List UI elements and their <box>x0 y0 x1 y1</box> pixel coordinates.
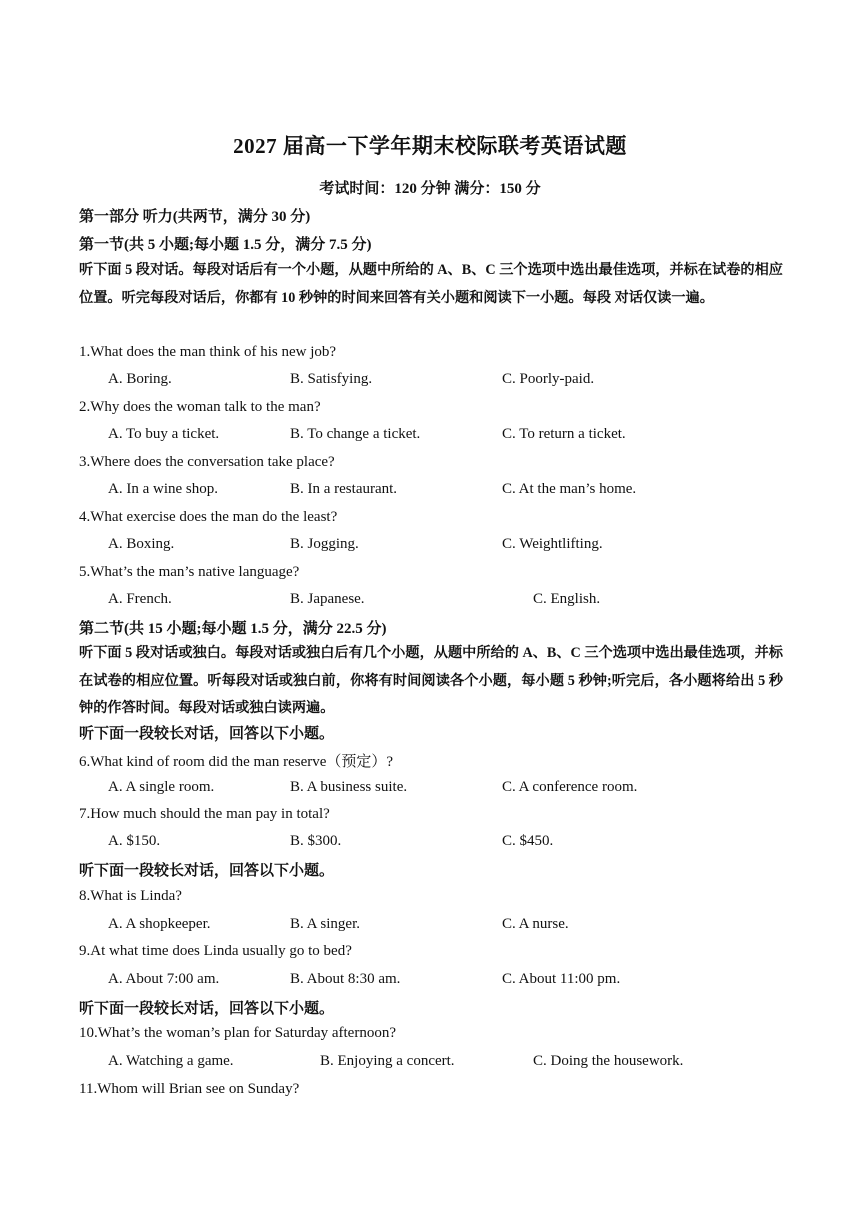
question-3: 3.Where does the conversation take place? <box>79 454 335 470</box>
q7-option-c: C. $450. <box>502 833 554 849</box>
question-1: 1.What does the man think of his new job? <box>79 344 337 360</box>
q2-option-a: A. To buy a ticket. <box>108 426 220 442</box>
section1-instructions: 听下面 5 段对话。每段对话后有一个小题，从题中所给的 A、B、C 三个选项中选出最佳选项，并标在试卷的相应位置。听完每段对话后，你都有 10 秒钟的时间来回答有关小题和阅读下一小题。每段 对话仅读一遍。 <box>79 262 783 306</box>
q5-option-b: B. Japanese. <box>290 591 365 607</box>
long-dialogue-note-2: 听下面一段较长对话，回答以下小题。 <box>79 863 335 879</box>
q6-option-b: B. A business suite. <box>290 779 408 795</box>
question-6: 6.What kind of room did the man reserve（预定）? <box>79 754 394 770</box>
q9-option-a: A. About 7:00 am. <box>108 971 220 987</box>
q1-option-c: C. Poorly-paid. <box>502 371 595 387</box>
q8-option-a: A. A shopkeeper. <box>108 916 211 932</box>
q4-option-a: A. Boxing. <box>108 536 175 552</box>
question-5: 5.What’s the man’s native language? <box>79 564 300 580</box>
q4-option-c: C. Weightlifting. <box>502 536 603 552</box>
page-title: 2027 届高一下学年期末校际联考英语试题 <box>233 134 627 158</box>
long-dialogue-note-3: 听下面一段较长对话，回答以下小题。 <box>79 1001 335 1017</box>
question-10: 10.What’s the woman’s plan for Saturday afternoon? <box>79 1025 396 1041</box>
q3-option-b: B. In a restaurant. <box>290 481 398 497</box>
q6-option-a: A. A single room. <box>108 779 215 795</box>
q9-option-b: B. About 8:30 am. <box>290 971 401 987</box>
q6-option-c: C. A conference room. <box>502 779 638 795</box>
q4-option-b: B. Jogging. <box>290 536 359 552</box>
q10-option-a: A. Watching a game. <box>108 1053 234 1069</box>
part1-heading: 第一部分 听力(共两节，满分 30 分) <box>79 209 311 225</box>
section2-instructions: 听下面 5 段对话或独白。每段对话或独白后有几个小题，从题中所给的 A、B、C 三个选项中选出最佳选项，并标在试卷的相应位置。听每段对话或独白前，你将有时间阅读各个小题，每小题 5 秒钟;听完后，各小题将给出 5 秒钟的作答时间。每段对话或独白读两遍。 <box>79 645 783 716</box>
q2-option-c: C. To return a ticket. <box>502 426 626 442</box>
question-7: 7.How much should the man pay in total? <box>79 806 330 822</box>
q3-option-a: A. In a wine shop. <box>108 481 218 497</box>
q5-option-c: C. English. <box>533 591 601 607</box>
q10-option-b: B. Enjoying a concert. <box>320 1053 455 1069</box>
q8-option-c: C. A nurse. <box>502 916 569 932</box>
section1-heading: 第一节(共 5 小题;每小题 1.5 分，满分 7.5 分) <box>79 237 372 253</box>
long-dialogue-note: 听下面一段较长对话，回答以下小题。 <box>79 726 335 742</box>
q7-option-a: A. $150. <box>108 833 161 849</box>
q3-option-c: C. At the man’s home. <box>502 481 637 497</box>
section2-heading: 第二节(共 15 小题;每小题 1.5 分，满分 22.5 分) <box>79 621 387 637</box>
q8-option-b: B. A singer. <box>290 916 361 932</box>
q7-option-b: B. $300. <box>290 833 342 849</box>
q10-option-c: C. Doing the housework. <box>533 1053 684 1069</box>
q1-option-b: B. Satisfying. <box>290 371 373 387</box>
question-9: 9.At what time does Linda usually go to bed? <box>79 943 352 959</box>
exam-info: 考试时间：120 分钟 满分：150 分 <box>319 181 541 197</box>
q1-option-a: A. Boring. <box>108 371 172 387</box>
q2-option-b: B. To change a ticket. <box>290 426 421 442</box>
question-2: 2.Why does the woman talk to the man? <box>79 399 321 415</box>
q5-option-a: A. French. <box>108 591 172 607</box>
question-8: 8.What is Linda? <box>79 888 182 904</box>
q9-option-c: C. About 11:00 pm. <box>502 971 621 987</box>
question-4: 4.What exercise does the man do the least? <box>79 509 338 525</box>
question-11: 11.Whom will Brian see on Sunday? <box>79 1081 300 1097</box>
